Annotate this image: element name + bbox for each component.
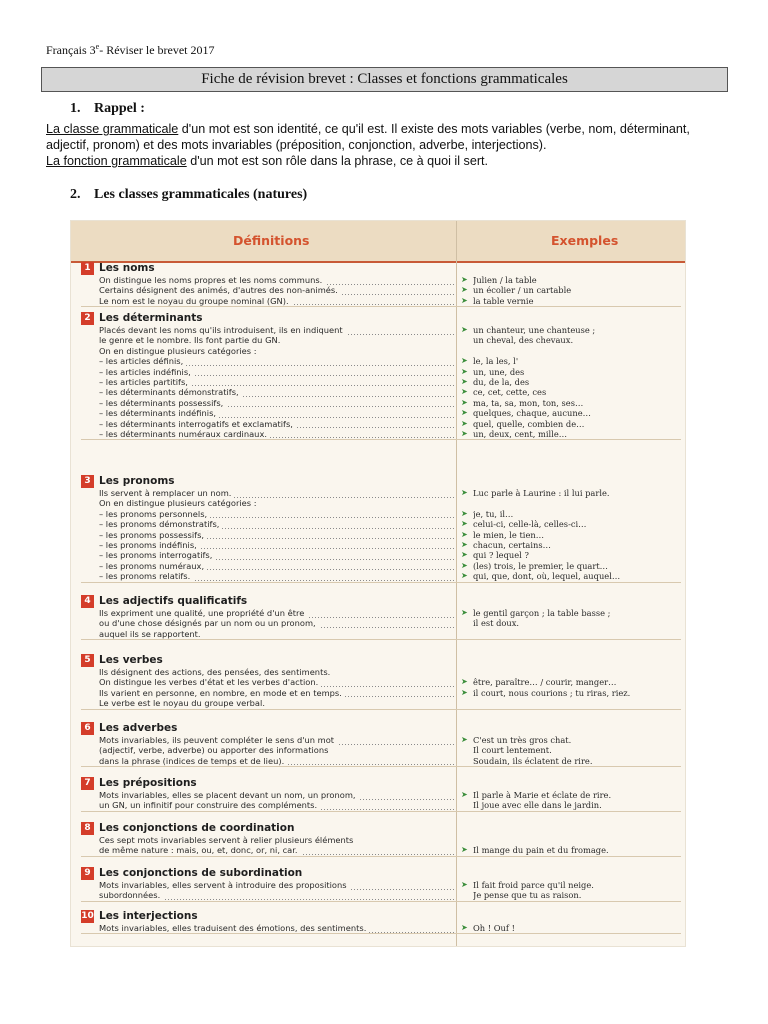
example-cell: il est doux.: [473, 618, 520, 629]
example-cell: (les) trois, le premier, le quart…: [473, 560, 608, 571]
section-rappel-heading: 1. Rappel :: [70, 101, 145, 116]
table-row: [81, 890, 681, 900]
definition-text: Le verbe est le noyau du groupe verbal.: [99, 698, 265, 709]
section-title: [81, 910, 681, 923]
definition-text: Ils servent à remplacer un nom.: [99, 488, 234, 498]
definition-text: Ils désignent des actions, des pensées, des sentiments.: [99, 667, 331, 677]
arrow-right-icon: ➤: [461, 387, 468, 397]
definition-cell: [99, 335, 454, 345]
example-cell: chacun, certains…: [473, 539, 551, 550]
table-row: [81, 618, 681, 628]
example-cell: quelques, chaque, aucune…: [473, 408, 591, 419]
definition-text: On distingue les verbes d'état et les verbes d'action.: [99, 677, 321, 687]
arrow-right-icon: ➤: [461, 418, 468, 428]
arrow-right-icon: ➤: [461, 571, 468, 581]
example-cell: un, deux, cent, mille…: [473, 428, 568, 439]
example-cell: être, paraître… / courir, manger…: [473, 677, 617, 688]
definition-text: On en distingue plusieurs catégories :: [99, 498, 257, 509]
arrow-right-icon: ➤: [461, 539, 468, 549]
definition-cell: [99, 880, 454, 890]
arrow-right-icon: ➤: [461, 529, 468, 539]
definition-text: – les pronoms indéfinis,: [99, 540, 200, 550]
section-title-text: Les pronoms: [99, 475, 175, 487]
section-title: [81, 312, 681, 325]
grammar-classes-table: [71, 221, 685, 946]
section-title: [81, 654, 681, 667]
definition-cell: [99, 550, 454, 560]
table-row: [81, 677, 681, 687]
table-row: [81, 571, 681, 581]
table-row: [81, 498, 681, 508]
example-cell: Il court lentement.: [473, 745, 552, 756]
table-row: [81, 745, 681, 755]
definition-cell: [99, 629, 454, 639]
definition-text: dans la phrase (indices de temps et de lieu).: [99, 756, 287, 766]
example-cell: ma, ta, sa, mon, ton, ses…: [473, 397, 584, 408]
definition-cell: [99, 387, 454, 397]
section-title: [81, 777, 681, 790]
example-cell: Luc parle à Laurine : il lui parle.: [473, 488, 610, 498]
section-title-text: Les prépositions: [99, 777, 197, 789]
definition-text: On en distingue plusieurs catégories :: [99, 345, 257, 356]
arrow-right-icon: ➤: [461, 428, 468, 438]
definition-text: Mots invariables, ils peuvent compléter le sens d'un mot: [99, 735, 337, 745]
arrow-right-icon: ➤: [461, 735, 468, 744]
definition-text: auquel ils se rapportent.: [99, 628, 201, 639]
section-title-text: Les déterminants: [99, 312, 203, 324]
section-number-badge: 4: [81, 595, 94, 608]
definition-text: – les pronoms numéraux,: [99, 561, 207, 571]
table-row: [81, 408, 681, 418]
arrow-right-icon: ➤: [461, 687, 468, 697]
definition-text: – les déterminants interrogatifs et exclamatifs,: [99, 419, 296, 429]
definition-text: – les déterminants numéraux cardinaux.: [99, 429, 270, 439]
definition-text: – les pronoms possessifs,: [99, 530, 207, 540]
section-title: [81, 262, 681, 275]
table-row: [81, 667, 681, 677]
table-section: [81, 595, 681, 640]
table-row: [81, 367, 681, 377]
arrow-right-icon: ➤: [461, 275, 468, 284]
table-row: [81, 845, 681, 855]
example-cell: celui-ci, celle-là, celles-ci…: [473, 519, 587, 530]
definition-text: Ils expriment une qualité, une propriété d'un être: [99, 608, 307, 618]
definition-text: Certains désignent des animés, d'autres des non-animés.: [99, 285, 341, 295]
definition-cell: [99, 488, 454, 498]
table-header: [71, 221, 685, 263]
definition-text: – les déterminants démonstratifs,: [99, 387, 242, 397]
table-section: [81, 722, 681, 767]
definition-cell: [99, 275, 454, 285]
definition-text: – les articles définis,: [99, 356, 186, 366]
definition-cell: [99, 398, 454, 408]
definition-cell: [99, 800, 454, 810]
table-row: [81, 735, 681, 745]
table-row: [81, 923, 681, 933]
arrow-right-icon: ➤: [461, 366, 468, 376]
arrow-right-icon: ➤: [461, 608, 468, 617]
definition-text: – les déterminants indéfinis,: [99, 408, 219, 418]
table-row: [81, 688, 681, 698]
section-title-text: Les conjonctions de subordination: [99, 867, 303, 879]
definition-cell: [99, 285, 454, 295]
definition-text: (adjectif, verbe, adverbe) ou apporter des informations: [99, 745, 329, 756]
arrow-right-icon: ➤: [461, 550, 468, 560]
example-cell: je, tu, il…: [473, 508, 514, 519]
example-cell: ce, cet, cette, ces: [473, 387, 547, 398]
table-section: [81, 867, 681, 902]
fonction-definition: La fonction grammaticale d'un mot est son rôle dans la phrase, ce à quoi il sert.: [46, 154, 489, 168]
section-title: [81, 595, 681, 608]
example-cell: un écolier / un cartable: [473, 285, 572, 296]
column-header-examples: Exemples: [551, 233, 619, 248]
definition-cell: [99, 408, 454, 418]
definition-text: Mots invariables, elles traduisent des émotions, des sentiments.: [99, 923, 369, 933]
definition-cell: [99, 367, 454, 377]
table-row: [81, 488, 681, 498]
definition-cell: [99, 346, 454, 356]
definition-text: Ces sept mots invariables servent à relier plusieurs éléments: [99, 835, 354, 845]
table-section: [81, 910, 681, 934]
definition-cell: [99, 377, 454, 387]
definition-cell: [99, 677, 454, 687]
section-number-badge: 7: [81, 777, 94, 790]
section-title: [81, 475, 681, 488]
table-row: [81, 398, 681, 408]
definition-cell: [99, 618, 454, 628]
table-row: [81, 800, 681, 810]
arrow-right-icon: ➤: [461, 508, 468, 518]
definition-cell: [99, 735, 454, 745]
definition-cell: [99, 325, 454, 335]
example-cell: Je pense que tu as raison.: [473, 890, 582, 901]
definition-cell: [99, 608, 454, 618]
table-row: [81, 561, 681, 571]
arrow-right-icon: ➤: [461, 519, 468, 529]
classe-definition: La classe grammaticale d'un mot est son identité, ce qu'il est. Il existe des mots variables (verbe, nom, déterminant, adjectif, pronom) et des mots invariables (préposition, conjonction, adverbe, interjections).: [46, 122, 690, 152]
example-cell: Il mange du pain et du fromage.: [473, 845, 609, 856]
definition-cell: [99, 698, 454, 708]
arrow-right-icon: ➤: [461, 356, 468, 366]
definition-cell: [99, 498, 454, 508]
definition-cell: [99, 509, 454, 519]
example-cell: un cheval, des chevaux.: [473, 335, 574, 346]
example-cell: il court, nous courions ; tu riras, riez.: [473, 687, 631, 698]
table-row: [81, 335, 681, 345]
section-title: [81, 867, 681, 880]
definition-cell: [99, 688, 454, 698]
definition-text: On distingue les noms propres et les noms communs.: [99, 275, 325, 285]
section-number-badge: 5: [81, 654, 94, 667]
table-row: [81, 346, 681, 356]
example-cell: C'est un très gros chat.: [473, 735, 572, 745]
table-row: [81, 790, 681, 800]
arrow-right-icon: ➤: [461, 325, 468, 334]
table-row: [81, 296, 681, 306]
definition-text: de même nature : mais, ou, et, donc, or, ni, car.: [99, 845, 301, 855]
definition-cell: [99, 519, 454, 529]
example-cell: Oh ! Ouf !: [473, 923, 515, 933]
example-cell: quel, quelle, combien de…: [473, 418, 585, 429]
definition-text: le genre et le nombre. Ils font partie du GN.: [99, 335, 281, 346]
definition-text: Ils varient en personne, en nombre, en mode et en temps.: [99, 688, 345, 698]
table-row: [81, 608, 681, 618]
section-number-badge: 10: [81, 911, 94, 921]
section-number-badge: 9: [81, 867, 94, 880]
arrow-right-icon: ➤: [461, 790, 468, 799]
definition-text: – les pronoms interrogatifs,: [99, 550, 215, 560]
definition-text: – les articles indéfinis,: [99, 367, 194, 377]
table-section: [81, 262, 681, 307]
definition-cell: [99, 571, 454, 581]
arrow-right-icon: ➤: [461, 560, 468, 570]
table-row: [81, 419, 681, 429]
definition-cell: [99, 790, 454, 800]
definition-text: subordonnées.: [99, 890, 163, 900]
example-cell: le, la les, l': [473, 356, 519, 367]
definition-cell: [99, 429, 454, 439]
definition-cell: [99, 845, 454, 855]
section-title-text: Les noms: [99, 262, 155, 274]
arrow-right-icon: ➤: [461, 845, 468, 855]
arrow-right-icon: ➤: [461, 923, 468, 932]
definition-cell: [99, 356, 454, 366]
example-cell: un chanteur, une chanteuse ;: [473, 325, 596, 335]
table-row: [81, 629, 681, 639]
table-row: [81, 429, 681, 439]
definition-text: Mots invariables, elles se placent devant un nom, un pronom,: [99, 790, 359, 800]
arrow-right-icon: ➤: [461, 295, 468, 305]
table-row: [81, 377, 681, 387]
arrow-right-icon: ➤: [461, 677, 468, 687]
course-header: Français 3e- Réviser le brevet 2017: [46, 42, 215, 57]
definition-text: – les articles partitifs,: [99, 377, 191, 387]
section-title-text: Les conjonctions de coordination: [99, 822, 295, 834]
table-section: [81, 312, 681, 440]
definition-cell: [99, 667, 454, 677]
definition-text: Placés devant les noms qu'ils introduisent, ils en indiquent: [99, 325, 346, 335]
example-cell: un, une, des: [473, 366, 525, 377]
table-row: [81, 325, 681, 335]
table-row: [81, 835, 681, 845]
definition-cell: [99, 530, 454, 540]
section-classes-heading: 2. Les classes grammaticales (natures): [70, 187, 308, 202]
definition-text: ou d'une chose désignés par un nom ou un pronom,: [99, 618, 319, 628]
section-title: [81, 722, 681, 735]
table-row: [81, 387, 681, 397]
definition-cell: [99, 419, 454, 429]
arrow-right-icon: ➤: [461, 408, 468, 418]
example-cell: la table vernie: [473, 295, 534, 306]
definition-cell: [99, 890, 454, 900]
section-number-badge: 2: [81, 312, 94, 325]
example-cell: Il parle à Marie et éclate de rire.: [473, 790, 612, 800]
definition-cell: [99, 835, 454, 845]
definition-cell: [99, 540, 454, 550]
example-cell: qui, que, dont, où, lequel, auquel…: [473, 571, 621, 582]
arrow-right-icon: ➤: [461, 376, 468, 386]
section-title-text: Les verbes: [99, 654, 163, 666]
section-title: [81, 822, 681, 835]
definition-text: Le nom est le noyau du groupe nominal (GN).: [99, 296, 292, 306]
example-cell: Soudain, ils éclatent de rire.: [473, 755, 593, 766]
definition-text: Mots invariables, elles servent à introduire des propositions: [99, 880, 350, 890]
definition-text: – les pronoms démonstratifs,: [99, 519, 222, 529]
arrow-right-icon: ➤: [461, 285, 468, 295]
example-cell: du, de la, des: [473, 376, 530, 387]
table-section: [81, 475, 681, 583]
example-cell: le gentil garçon ; la table basse ;: [473, 608, 611, 618]
table-row: [81, 550, 681, 560]
section-number-badge: 1: [81, 262, 94, 275]
definition-cell: [99, 745, 454, 755]
example-cell: Il fait froid parce qu'il neige.: [473, 880, 594, 890]
section-number-badge: 8: [81, 822, 94, 835]
arrow-right-icon: ➤: [461, 488, 468, 497]
table-section: [81, 822, 681, 857]
table-section: [81, 654, 681, 710]
page-title: Fiche de révision brevet : Classes et fonctions grammaticales: [41, 67, 728, 92]
rappel-text: [46, 121, 736, 169]
section-number-badge: 3: [81, 475, 94, 488]
arrow-right-icon: ➤: [461, 397, 468, 407]
arrow-right-icon: ➤: [461, 880, 468, 889]
table-row: [81, 880, 681, 890]
definition-cell: [99, 561, 454, 571]
section-title-text: Les adjectifs qualificatifs: [99, 595, 248, 607]
table-row: [81, 530, 681, 540]
table-section: [81, 777, 681, 812]
definition-text: – les pronoms relatifs.: [99, 571, 193, 581]
table-row: [81, 275, 681, 285]
section-title-text: Les interjections: [99, 910, 198, 922]
table-row: [81, 540, 681, 550]
definition-cell: [99, 756, 454, 766]
table-row: [81, 285, 681, 295]
table-row: [81, 519, 681, 529]
section-number-badge: 6: [81, 722, 94, 735]
example-cell: le mien, le tien…: [473, 529, 544, 540]
table-row: [81, 698, 681, 708]
definition-text: – les déterminants possessifs,: [99, 398, 226, 408]
example-cell: Julien / la table: [473, 275, 537, 285]
example-cell: qui ? lequel ?: [473, 550, 529, 561]
definition-text: un GN, un infinitif pour construire des compléments.: [99, 800, 320, 810]
table-row: [81, 356, 681, 366]
definition-cell: [99, 923, 454, 933]
definition-cell: [99, 296, 454, 306]
table-row: [81, 509, 681, 519]
example-cell: Il joue avec elle dans le jardin.: [473, 800, 602, 811]
definition-text: – les pronoms personnels,: [99, 509, 210, 519]
section-title-text: Les adverbes: [99, 722, 178, 734]
table-row: [81, 756, 681, 766]
column-header-definitions: Définitions: [233, 233, 310, 248]
